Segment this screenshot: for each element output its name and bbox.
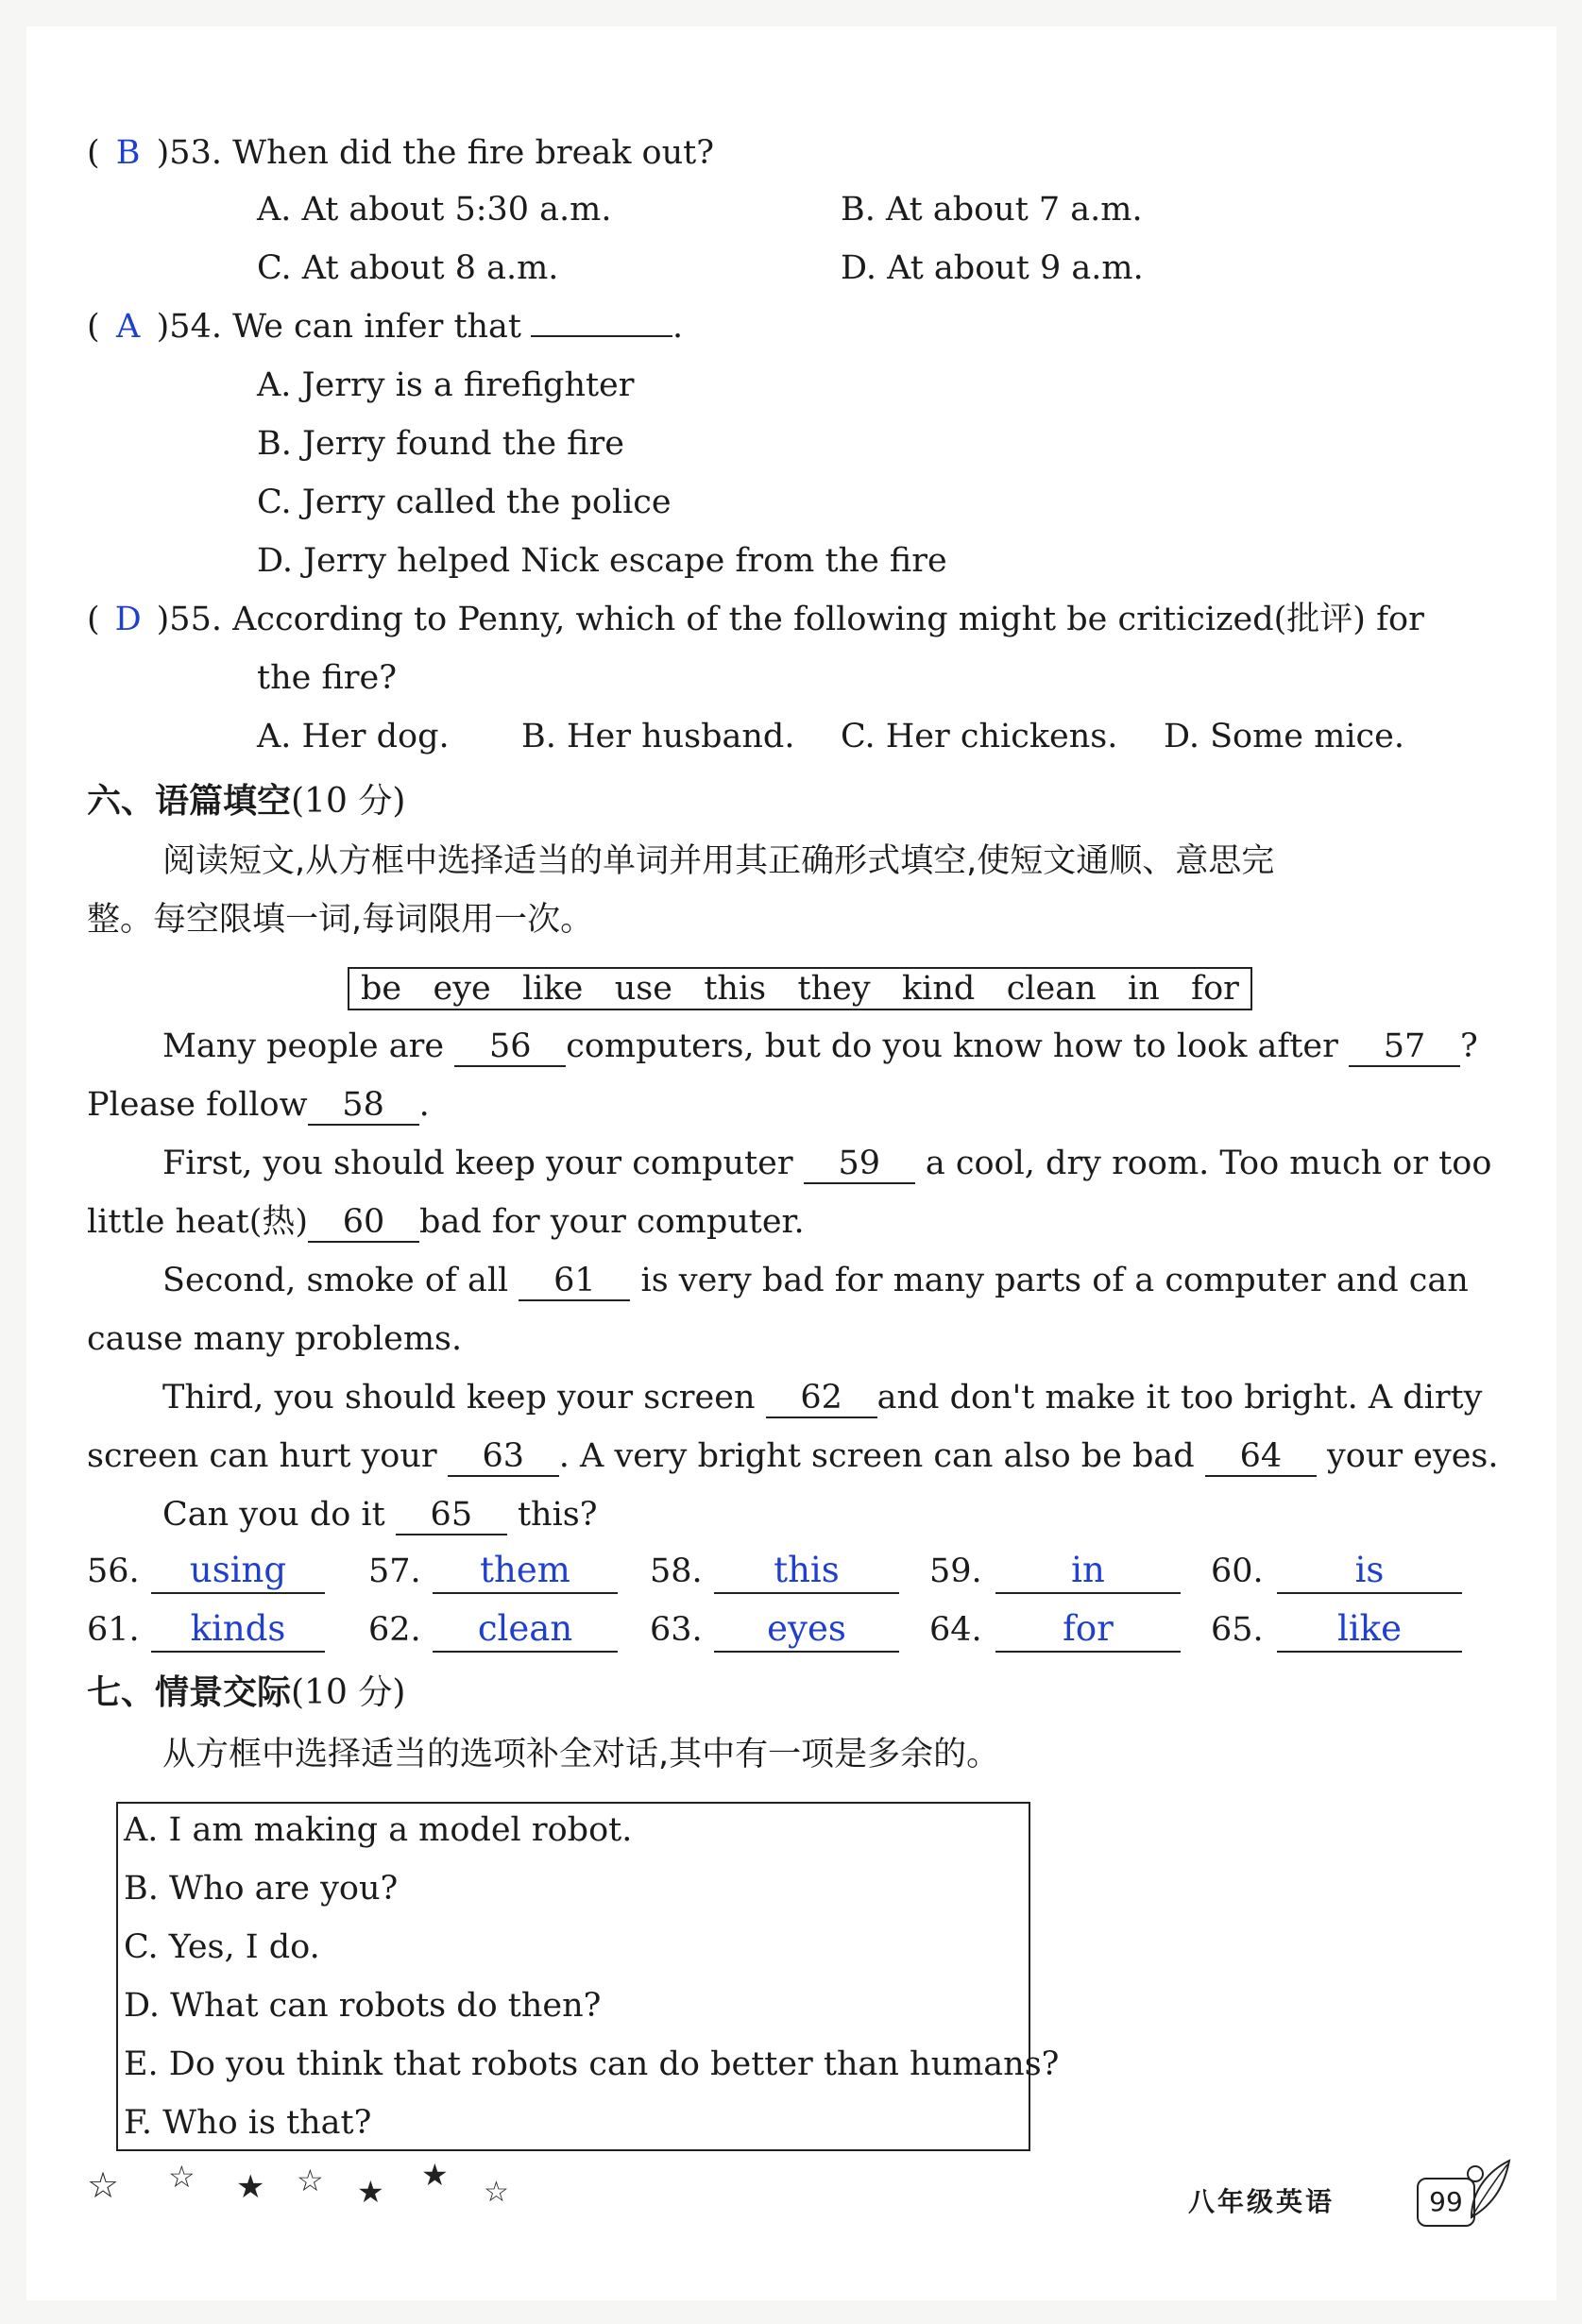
- answer-num-61: 61.: [87, 1611, 140, 1649]
- blank-57: 57: [1349, 1027, 1460, 1067]
- dialogue-option-b: B. Who are you?: [124, 1870, 399, 1908]
- dialogue-option-e: E. Do you think that robots can do better than humans?: [124, 2045, 1060, 2083]
- section-7-instruction: 从方框中选择适当的选项补全对话,其中有一项是多余的。: [162, 1736, 1000, 1773]
- star-filled-icon: ★: [357, 2174, 384, 2210]
- dialogue-options-box: [116, 1802, 1060, 2151]
- q54-blank: [531, 335, 672, 337]
- star-filled-icon: ★: [236, 2168, 265, 2206]
- section-6-instruction-1: 阅读短文,从方框中选择适当的单词并用其正确形式填空,使短文通顺、意思完: [162, 842, 1275, 880]
- question-54: ( A )54. We can infer that .: [87, 308, 684, 346]
- passage-line-4: little heat(热) 60 bad for your computer.: [87, 1203, 805, 1241]
- section-6-title: 六、语篇填空: [87, 782, 292, 821]
- passage-line-8: screen can hurt your 63 . A very bright screen can also be bad 64 your eyes.: [87, 1437, 1499, 1475]
- answer-num-59: 59.: [929, 1552, 982, 1590]
- star-filled-icon: ★: [421, 2157, 449, 2193]
- answer-num-60: 60.: [1211, 1552, 1264, 1590]
- blank-58: 58: [308, 1086, 419, 1126]
- word-item: for: [1191, 970, 1239, 1008]
- passage-line-3: First, you should keep your computer 59 a cool, dry room. Too much or too: [162, 1145, 1492, 1182]
- answer-num-65: 65.: [1211, 1611, 1264, 1649]
- answer-num-63: 63.: [650, 1611, 703, 1649]
- blank-60: 60: [308, 1203, 419, 1243]
- blank-62: 62: [766, 1379, 877, 1418]
- word-box: [348, 967, 1252, 1010]
- blank-64: 64: [1205, 1437, 1317, 1477]
- q55-option-b: B. Her husband.: [521, 718, 795, 755]
- word-item: in: [1128, 970, 1160, 1008]
- question-55-text-2: the fire?: [257, 659, 397, 697]
- passage-line-7: Third, you should keep your screen 62 and don't make it too bright. A dirty: [162, 1379, 1483, 1416]
- answer-59: in: [995, 1549, 1181, 1594]
- q53-option-a: A. At about 5:30 a.m.: [257, 191, 612, 229]
- word-item: this: [704, 970, 767, 1008]
- answer-num-57: 57.: [368, 1552, 421, 1590]
- q54-option-c: C. Jerry called the police: [257, 483, 672, 521]
- q54-option-d: D. Jerry helped Nick escape from the fire: [257, 542, 947, 580]
- star-outline-icon: ☆: [484, 2176, 509, 2209]
- dialogue-option-f: F. Who is that?: [124, 2104, 372, 2142]
- blank-63: 63: [448, 1437, 559, 1477]
- answer-55: D: [114, 601, 142, 638]
- blank-61: 61: [519, 1262, 630, 1301]
- passage-line-5: Second, smoke of all 61 is very bad for many parts of a computer and can: [162, 1262, 1469, 1299]
- dialogue-option-a: A. I am making a model robot.: [124, 1811, 633, 1849]
- section-7-title: 七、情景交际: [87, 1673, 292, 1712]
- word-item: eye: [433, 970, 491, 1008]
- word-item: be: [361, 970, 402, 1008]
- answer-61: kinds: [151, 1607, 325, 1653]
- question-55: ( D )55. According to Penny, which of the following might be criticized(批评) for: [87, 601, 1424, 638]
- blank-59: 59: [804, 1145, 915, 1184]
- blank-56: 56: [454, 1027, 566, 1067]
- answer-63: eyes: [714, 1607, 899, 1653]
- blank-65: 65: [396, 1496, 507, 1535]
- footer-subject-label: 八年级英语: [1188, 2186, 1335, 2217]
- section-6-score: (10 分): [291, 782, 406, 821]
- word-item: clean: [1006, 970, 1097, 1008]
- passage-line-6: cause many problems.: [87, 1320, 463, 1358]
- star-outline-icon: ☆: [168, 2159, 196, 2195]
- word-item: they: [797, 970, 871, 1008]
- answer-num-58: 58.: [650, 1552, 703, 1590]
- q55-option-a: A. Her dog.: [257, 718, 450, 755]
- q53-option-c: C. At about 8 a.m.: [257, 249, 559, 287]
- dialogue-option-d: D. What can robots do then?: [124, 1987, 602, 2025]
- leaf-decoration-icon: [1462, 2151, 1519, 2227]
- question-53-text: )53. When did the fire break out?: [156, 134, 714, 172]
- word-item: use: [614, 970, 672, 1008]
- answer-64: for: [995, 1607, 1181, 1653]
- q54-option-a: A. Jerry is a firefighter: [257, 366, 635, 404]
- q55-option-d: D. Some mice.: [1164, 718, 1404, 755]
- q53-option-d: D. At about 9 a.m.: [841, 249, 1144, 287]
- star-outline-icon: ☆: [297, 2163, 324, 2198]
- passage-line-9: Can you do it 65 this?: [162, 1496, 598, 1534]
- dialogue-option-c: C. Yes, I do.: [124, 1928, 320, 1966]
- passage-line-1: Many people are 56 computers, but do you know how to look after 57 ?: [162, 1027, 1478, 1065]
- answer-57: them: [433, 1549, 618, 1594]
- question-54-text: )54. We can infer that: [156, 308, 521, 346]
- section-7-score: (10 分): [291, 1673, 406, 1712]
- passage-line-2: Please follow 58 .: [87, 1086, 430, 1124]
- answer-60: is: [1277, 1549, 1462, 1594]
- q53-option-b: B. At about 7 a.m.: [841, 191, 1143, 229]
- answer-num-62: 62.: [368, 1611, 421, 1649]
- star-outline-icon: ☆: [87, 2164, 120, 2206]
- answer-53: B: [115, 134, 141, 172]
- section-6-instruction-2: 整。每空限填一词,每词限用一次。: [87, 901, 594, 939]
- answer-54: A: [116, 308, 141, 346]
- answer-num-56: 56.: [87, 1552, 140, 1590]
- answer-62: clean: [433, 1607, 618, 1653]
- q54-option-b: B. Jerry found the fire: [257, 425, 624, 463]
- question-55-text: )55. According to Penny, which of the following might be criticized(批评) for: [156, 601, 1424, 638]
- answer-num-64: 64.: [929, 1611, 982, 1649]
- section-6-heading: [87, 774, 405, 823]
- word-item: kind: [901, 970, 976, 1008]
- q55-option-c: C. Her chickens.: [841, 718, 1118, 755]
- answer-56: using: [151, 1549, 325, 1594]
- section-7-heading: [87, 1666, 405, 1714]
- worksheet-page: [26, 26, 1556, 2300]
- question-53: ( B )53. When did the fire break out?: [87, 134, 714, 172]
- answer-65: like: [1277, 1607, 1462, 1653]
- word-item: like: [522, 970, 584, 1008]
- answer-58: this: [714, 1549, 899, 1594]
- page-number: 99: [1417, 2178, 1475, 2227]
